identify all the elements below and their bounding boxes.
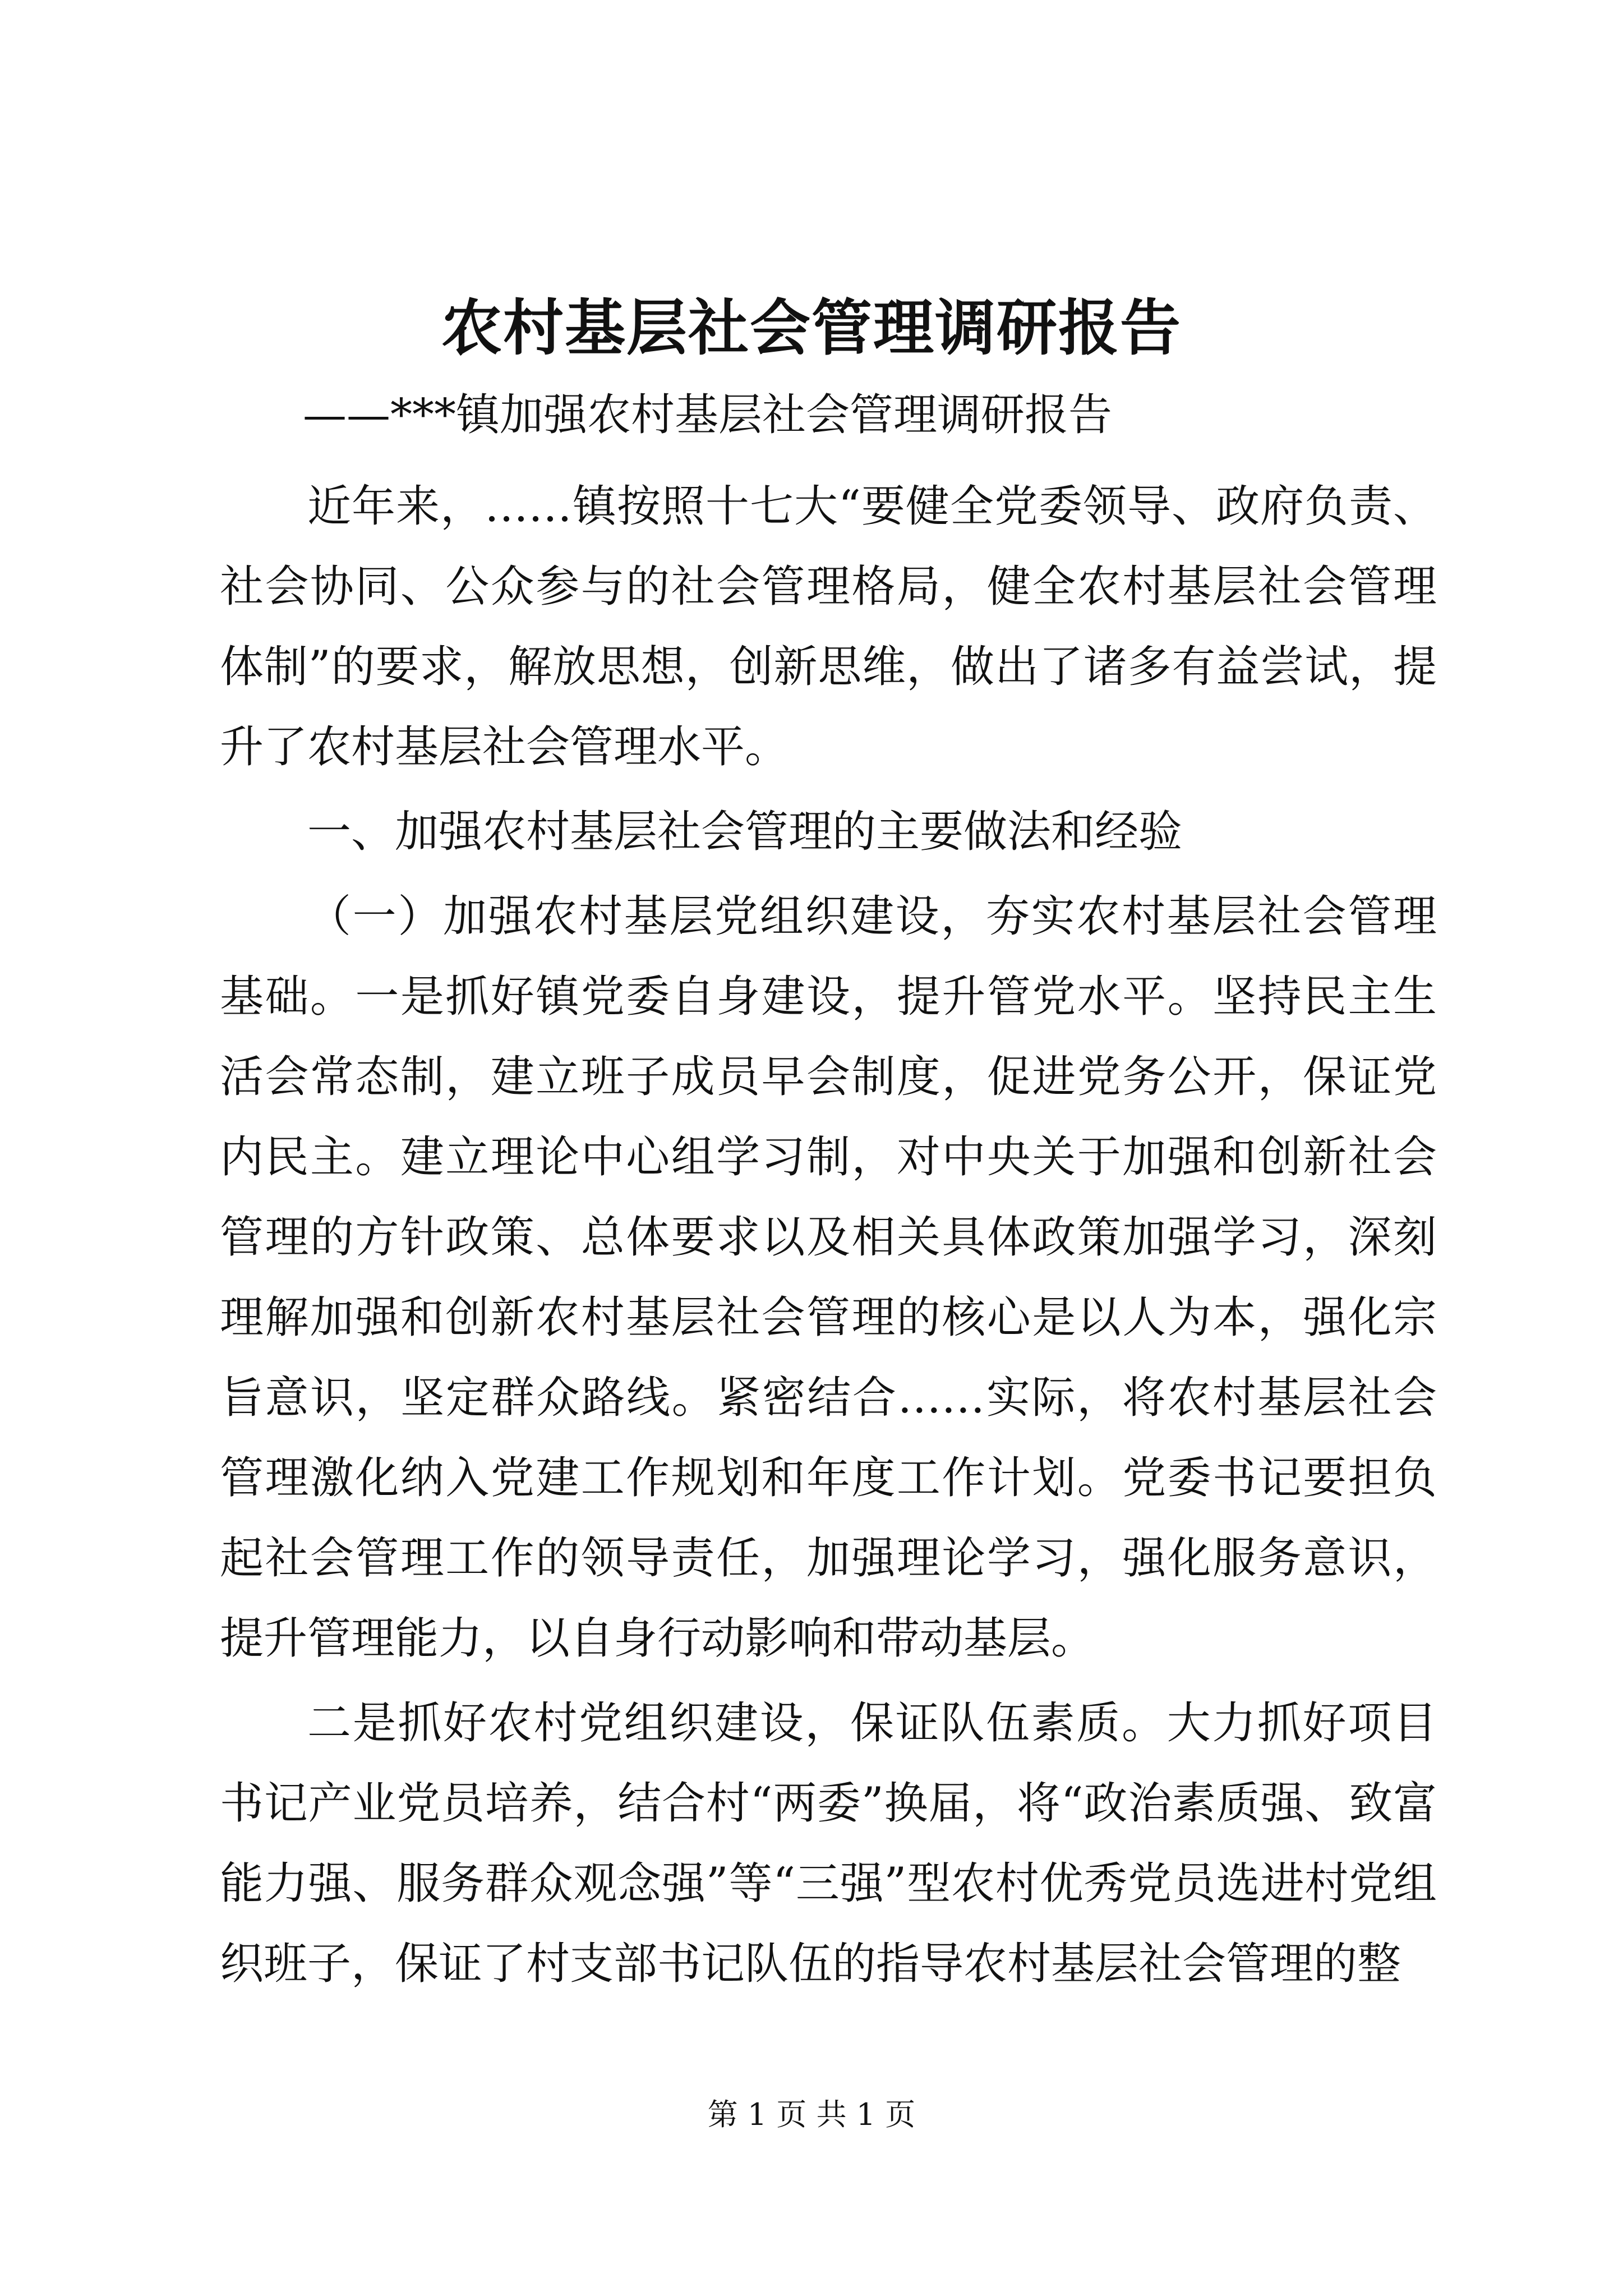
document-body xyxy=(220,467,1437,2009)
page-number-label: 第 1 页 共 1 页 xyxy=(707,2097,916,2132)
page-footer xyxy=(0,2095,1623,2134)
section-heading-1: 一、加强农村基层社会管理的主要做法和经验 xyxy=(307,807,1183,857)
paragraph-intro: 近年来，……镇按照十七大“要健全党委领导、政府负责、社会协同、公众参与的社会管理格局，健全农村基层社会管理体制”的要求，解放思想，创新思维，做出了诸多有益尝试，提升了农村基层社会管理水平。 xyxy=(220,481,1437,772)
document-subtitle: ——***镇加强农村基层社会管理调研报告 xyxy=(303,390,1113,440)
paragraph-party-building: （一）加强农村基层党组织建设，夯实农村基层社会管理基础。一是抓好镇党委自身建设，提升管党水平。坚持民主生活会常态制，建立班子成员早会制度，促进党务公开，保证党内民主。建立理论中心组学习制，对中央关于加强和创新社会管理的方针政策、总体要求以及相关具体政策加强学习，深刻理解加强和创新农村基层社会管理的核心是以人为本，强化宗旨意识，坚定群众路线。紧密结合……实际，将农村基层社会管理激化纳入党建工作规划和年度工作计划。党委书记要担负起社会管理工作的领导责任，加强理论学习，强化服务意识，提升管理能力，以自身行动影响和带动基层。 xyxy=(220,891,1437,1664)
paragraph-rural-party-org: 二是抓好农村党组织建设，保证队伍素质。大力抓好项目书记产业党员培养，结合村“两委”换届，将“政治素质强、致富能力强、服务群众观念强”等“三强”型农村优秀党员选进村党组织班子，保证了村支部书记队伍的指导农村基层社会管理的整 xyxy=(220,1698,1437,1989)
document-title: 农村基层社会管理调研报告 xyxy=(441,293,1182,364)
